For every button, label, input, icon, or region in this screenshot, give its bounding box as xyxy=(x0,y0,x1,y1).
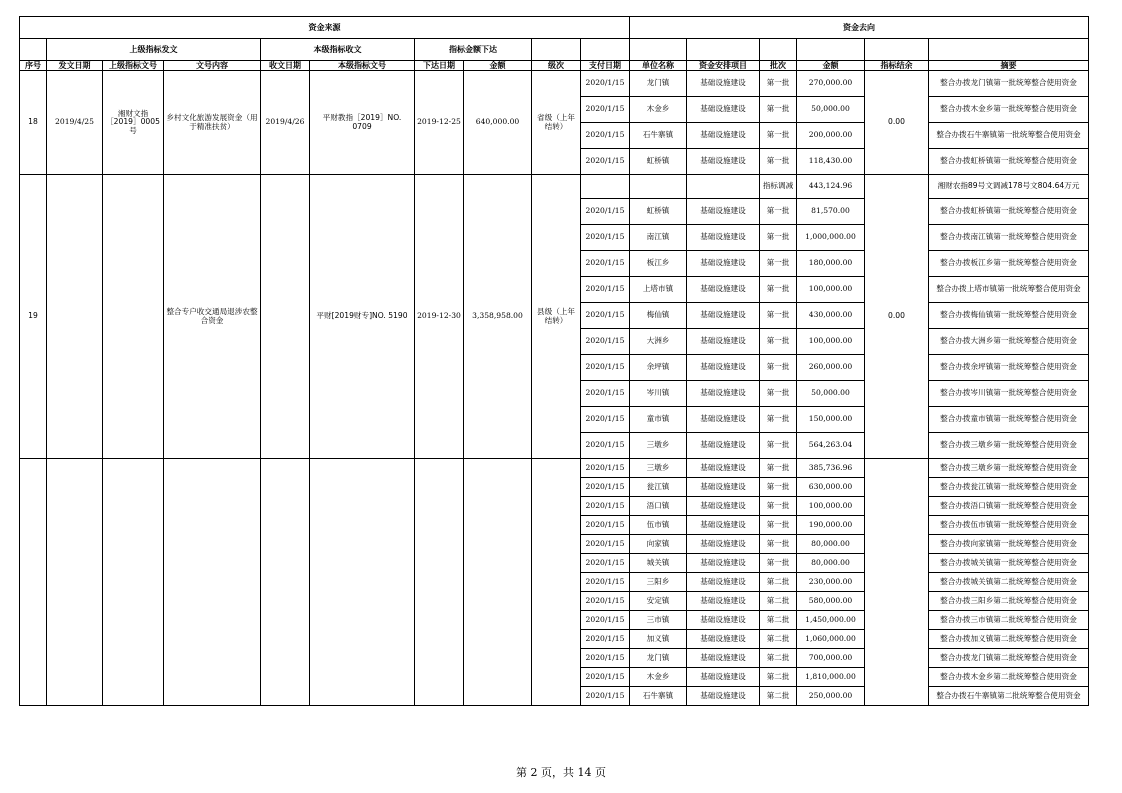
batch-cell: 第一批 xyxy=(760,381,797,407)
pay-amount-cell: 180,000.00 xyxy=(797,251,865,277)
unit-name-cell: 石牛寨镇 xyxy=(630,123,687,149)
pay-amount-cell: 630,000.00 xyxy=(797,478,865,497)
table-row xyxy=(20,175,1089,199)
batch-cell: 第二批 xyxy=(760,573,797,592)
project-cell: 基础设施建设 xyxy=(687,71,760,97)
summary-cell: 整合办拨加义镇第二批统筹整合使用资金 xyxy=(929,630,1089,649)
pay-amount-cell: 270,000.00 xyxy=(797,71,865,97)
header-row-2 xyxy=(20,39,1089,61)
project-cell: 基础设施建设 xyxy=(687,535,760,554)
unit-name-cell: 木金乡 xyxy=(630,668,687,687)
project-cell xyxy=(687,175,760,199)
summary-cell: 整合办拨虹桥镇第一批统筹整合使用资金 xyxy=(929,149,1089,175)
batch-cell: 第二批 xyxy=(760,649,797,668)
unit-name-cell: 上塔市镇 xyxy=(630,277,687,303)
pay-amount-cell: 100,000.00 xyxy=(797,329,865,355)
pay-date-cell: 2020/1/15 xyxy=(581,251,630,277)
pay-amount-cell: 80,000.00 xyxy=(797,535,865,554)
summary-cell: 整合办拨梅仙镇第一批统筹整合使用资金 xyxy=(929,303,1089,329)
pay-amount-cell: 430,000.00 xyxy=(797,303,865,329)
project-cell: 基础设施建设 xyxy=(687,649,760,668)
local-doc-no-cell: 平财教指［2019］NO. 0709 xyxy=(310,71,415,175)
project-cell: 基础设施建设 xyxy=(687,611,760,630)
pay-date-cell: 2020/1/15 xyxy=(581,149,630,175)
source-amount-cell: 3,358,958.00 xyxy=(464,175,532,459)
header-row-3 xyxy=(20,61,1089,71)
pay-amount-cell: 100,000.00 xyxy=(797,497,865,516)
pay-date-cell: 2020/1/15 xyxy=(581,668,630,687)
pay-amount-cell: 1,060,000.00 xyxy=(797,630,865,649)
unit-name-cell: 虹桥镇 xyxy=(630,149,687,175)
col-seq: 序号 xyxy=(20,61,47,71)
project-cell: 基础设施建设 xyxy=(687,407,760,433)
batch-cell: 第一批 xyxy=(760,199,797,225)
destination-header: 资金去向 xyxy=(630,17,1089,39)
doc-content-cell xyxy=(164,459,261,706)
table-row xyxy=(20,459,1089,478)
unit-name-cell: 向家镇 xyxy=(630,535,687,554)
local-doc-header: 本级指标收文 xyxy=(261,39,415,61)
col-balance: 指标结余 xyxy=(865,61,929,71)
summary-cell: 整合办拨浯口镇第一批统筹整合使用资金 xyxy=(929,497,1089,516)
receive-date-cell: 2019/4/26 xyxy=(261,71,310,175)
col-issue-down-date: 下达日期 xyxy=(415,61,464,71)
pay-amount-cell: 443,124.96 xyxy=(797,175,865,199)
receive-date-cell xyxy=(261,175,310,459)
batch-cell: 第一批 xyxy=(760,516,797,535)
batch-cell: 第二批 xyxy=(760,687,797,706)
unit-name-cell: 三墩乡 xyxy=(630,459,687,478)
pay-date-cell: 2020/1/15 xyxy=(581,535,630,554)
batch-cell: 第二批 xyxy=(760,611,797,630)
pay-amount-cell: 118,430.00 xyxy=(797,149,865,175)
unit-name-cell: 岑川镇 xyxy=(630,381,687,407)
project-cell: 基础设施建设 xyxy=(687,592,760,611)
pay-date-cell: 2020/1/15 xyxy=(581,123,630,149)
batch-cell: 第一批 xyxy=(760,497,797,516)
seq-cell xyxy=(20,459,47,706)
col-summary: 摘要 xyxy=(929,61,1089,71)
pay-date-cell: 2020/1/15 xyxy=(581,407,630,433)
col-amount: 金额 xyxy=(464,61,532,71)
unit-name-cell: 木金乡 xyxy=(630,97,687,123)
pay-amount-cell: 230,000.00 xyxy=(797,573,865,592)
batch-cell: 第二批 xyxy=(760,592,797,611)
pay-date-cell: 2020/1/15 xyxy=(581,225,630,251)
summary-cell: 整合办拨上塔市镇第一批统筹整合使用资金 xyxy=(929,277,1089,303)
col-project: 资金安排项目 xyxy=(687,61,760,71)
unit-name-cell: 余坪镇 xyxy=(630,355,687,381)
summary-cell: 整合办拨石牛寨镇第二批统筹整合使用资金 xyxy=(929,687,1089,706)
batch-cell: 第一批 xyxy=(760,149,797,175)
project-cell: 基础设施建设 xyxy=(687,478,760,497)
pay-date-cell: 2020/1/15 xyxy=(581,554,630,573)
upper-doc-header: 上级指标发文 xyxy=(47,39,261,61)
issued-header: 指标金额下达 xyxy=(415,39,532,61)
pay-amount-cell: 81,570.00 xyxy=(797,199,865,225)
pay-amount-cell: 80,000.00 xyxy=(797,554,865,573)
project-cell: 基础设施建设 xyxy=(687,329,760,355)
project-cell: 基础设施建设 xyxy=(687,277,760,303)
pay-date-cell: 2020/1/15 xyxy=(581,630,630,649)
project-cell: 基础设施建设 xyxy=(687,433,760,459)
summary-cell: 整合办拨三墩乡第一批统筹整合使用资金 xyxy=(929,459,1089,478)
pay-date-cell: 2020/1/15 xyxy=(581,649,630,668)
project-cell: 基础设施建设 xyxy=(687,573,760,592)
receive-date-cell xyxy=(261,459,310,706)
batch-cell: 第一批 xyxy=(760,251,797,277)
level-cell xyxy=(532,459,581,706)
project-cell: 基础设施建设 xyxy=(687,554,760,573)
pay-date-cell: 2020/1/15 xyxy=(581,355,630,381)
batch-cell: 指标调减 xyxy=(760,175,797,199)
batch-cell: 第二批 xyxy=(760,668,797,687)
source-amount-cell: 640,000.00 xyxy=(464,71,532,175)
batch-cell: 第一批 xyxy=(760,407,797,433)
project-cell: 基础设施建设 xyxy=(687,459,760,478)
unit-name-cell: 三阳乡 xyxy=(630,573,687,592)
pay-amount-cell: 190,000.00 xyxy=(797,516,865,535)
pay-date-cell: 2020/1/15 xyxy=(581,71,630,97)
unit-name-cell: 童市镇 xyxy=(630,407,687,433)
batch-cell: 第一批 xyxy=(760,355,797,381)
project-cell: 基础设施建设 xyxy=(687,123,760,149)
project-cell: 基础设施建设 xyxy=(687,251,760,277)
pay-date-cell: 2020/1/15 xyxy=(581,199,630,225)
project-cell: 基础设施建设 xyxy=(687,199,760,225)
batch-cell: 第一批 xyxy=(760,71,797,97)
pay-amount-cell: 1,450,000.00 xyxy=(797,611,865,630)
unit-name-cell: 梅仙镇 xyxy=(630,303,687,329)
unit-name-cell: 瓮江镇 xyxy=(630,478,687,497)
issue-down-date-cell: 2019-12-30 xyxy=(415,175,464,459)
source-header: 资金来源 xyxy=(20,17,630,39)
summary-cell: 整合办拨童市镇第一批统筹整合使用资金 xyxy=(929,407,1089,433)
col-pay-amount: 金额 xyxy=(797,61,865,71)
local-doc-no-cell: 平财[2019财专]NO. 5190 xyxy=(310,175,415,459)
pay-amount-cell: 564,263.04 xyxy=(797,433,865,459)
pay-date-cell: 2020/1/15 xyxy=(581,687,630,706)
summary-cell: 整合办拨木金乡第一批统筹整合使用资金 xyxy=(929,97,1089,123)
unit-name-cell: 龙门镇 xyxy=(630,649,687,668)
pay-amount-cell: 100,000.00 xyxy=(797,277,865,303)
project-cell: 基础设施建设 xyxy=(687,225,760,251)
pay-date-cell: 2020/1/15 xyxy=(581,478,630,497)
pay-amount-cell: 700,000.00 xyxy=(797,649,865,668)
batch-cell: 第二批 xyxy=(760,630,797,649)
pay-amount-cell: 150,000.00 xyxy=(797,407,865,433)
summary-cell: 整合办拨龙门镇第一批统筹整合使用资金 xyxy=(929,71,1089,97)
batch-cell: 第一批 xyxy=(760,459,797,478)
summary-cell: 整合办拨三墩乡第一批统筹整合使用资金 xyxy=(929,433,1089,459)
source-amount-cell xyxy=(464,459,532,706)
batch-cell: 第一批 xyxy=(760,554,797,573)
col-batch: 批次 xyxy=(760,61,797,71)
level-cell: 县级（上年结转） xyxy=(532,175,581,459)
pay-date-cell xyxy=(581,175,630,199)
unit-name-cell: 伍市镇 xyxy=(630,516,687,535)
project-cell: 基础设施建设 xyxy=(687,97,760,123)
summary-cell: 整合办拨向家镇第一批统筹整合使用资金 xyxy=(929,535,1089,554)
issue-down-date-cell xyxy=(415,459,464,706)
summary-cell: 整合办拨石牛寨镇第一批统筹整合使用资金 xyxy=(929,123,1089,149)
upper-doc-no-cell xyxy=(103,459,164,706)
ledger-body xyxy=(20,71,1089,706)
project-cell: 基础设施建设 xyxy=(687,687,760,706)
batch-cell: 第一批 xyxy=(760,433,797,459)
pay-date-cell: 2020/1/15 xyxy=(581,277,630,303)
summary-cell: 整合办拨南江镇第一批统筹整合使用资金 xyxy=(929,225,1089,251)
col-doc-content: 文号内容 xyxy=(164,61,261,71)
batch-cell: 第一批 xyxy=(760,303,797,329)
pay-date-cell: 2020/1/15 xyxy=(581,497,630,516)
seq-cell: 18 xyxy=(20,71,47,175)
project-cell: 基础设施建设 xyxy=(687,497,760,516)
project-cell: 基础设施建设 xyxy=(687,381,760,407)
local-doc-no-cell xyxy=(310,459,415,706)
summary-cell: 整合办拨三市镇第二批统筹整合使用资金 xyxy=(929,611,1089,630)
pay-amount-cell: 385,736.96 xyxy=(797,459,865,478)
batch-cell: 第一批 xyxy=(760,478,797,497)
summary-cell: 整合办拨余坪镇第一批统筹整合使用资金 xyxy=(929,355,1089,381)
pay-amount-cell: 260,000.00 xyxy=(797,355,865,381)
issue-date-cell xyxy=(47,175,103,459)
summary-cell: 整合办拨伍市镇第一批统筹整合使用资金 xyxy=(929,516,1089,535)
pay-amount-cell: 1,810,000.00 xyxy=(797,668,865,687)
pay-date-cell: 2020/1/15 xyxy=(581,433,630,459)
summary-cell: 整合办拨龙门镇第二批统筹整合使用资金 xyxy=(929,649,1089,668)
seq-cell: 19 xyxy=(20,175,47,459)
unit-name-cell: 板江乡 xyxy=(630,251,687,277)
unit-name-cell: 城关镇 xyxy=(630,554,687,573)
project-cell: 基础设施建设 xyxy=(687,355,760,381)
summary-cell: 湘财农指89号文调减178号文804.64万元 xyxy=(929,175,1089,199)
pay-amount-cell: 50,000.00 xyxy=(797,97,865,123)
summary-cell: 整合办拨大洲乡第一批统筹整合使用资金 xyxy=(929,329,1089,355)
unit-name-cell: 三墩乡 xyxy=(630,433,687,459)
unit-name-cell: 加义镇 xyxy=(630,630,687,649)
pay-date-cell: 2020/1/15 xyxy=(581,592,630,611)
table-row xyxy=(20,71,1089,97)
upper-doc-no-cell: 湘财文指［2019］0005号 xyxy=(103,71,164,175)
pay-date-cell: 2020/1/15 xyxy=(581,459,630,478)
col-local-doc-no: 本级指标文号 xyxy=(310,61,415,71)
summary-cell: 整合办拨三阳乡第二批统筹整合使用资金 xyxy=(929,592,1089,611)
project-cell: 基础设施建设 xyxy=(687,149,760,175)
doc-content-cell: 乡村文化旅游发展资金（用于精准扶贫） xyxy=(164,71,261,175)
balance-cell: 0.00 xyxy=(865,71,929,175)
unit-name-cell: 南江镇 xyxy=(630,225,687,251)
pay-date-cell: 2020/1/15 xyxy=(581,303,630,329)
col-issue-date: 发文日期 xyxy=(47,61,103,71)
pay-date-cell: 2020/1/15 xyxy=(581,97,630,123)
summary-cell: 整合办拨瓮江镇第一批统筹整合使用资金 xyxy=(929,478,1089,497)
pay-date-cell: 2020/1/15 xyxy=(581,573,630,592)
fund-ledger-table xyxy=(19,16,1089,706)
batch-cell: 第一批 xyxy=(760,329,797,355)
project-cell: 基础设施建设 xyxy=(687,303,760,329)
summary-cell: 整合办拨城关镇第二批统筹整合使用资金 xyxy=(929,573,1089,592)
batch-cell: 第一批 xyxy=(760,97,797,123)
pay-amount-cell: 50,000.00 xyxy=(797,381,865,407)
unit-name-cell: 龙门镇 xyxy=(630,71,687,97)
balance-cell: 0.00 xyxy=(865,175,929,459)
level-cell: 省级（上年结转） xyxy=(532,71,581,175)
col-receive-date: 收文日期 xyxy=(261,61,310,71)
col-pay-date: 支付日期 xyxy=(581,61,630,71)
issue-date-cell xyxy=(47,459,103,706)
project-cell: 基础设施建设 xyxy=(687,516,760,535)
unit-name-cell: 三市镇 xyxy=(630,611,687,630)
unit-name-cell xyxy=(630,175,687,199)
col-upper-doc-no: 上级指标文号 xyxy=(103,61,164,71)
upper-doc-no-cell xyxy=(103,175,164,459)
summary-cell: 整合办拨城关镇第一批统筹整合使用资金 xyxy=(929,554,1089,573)
batch-cell: 第一批 xyxy=(760,123,797,149)
summary-cell: 整合办拨板江乡第一批统筹整合使用资金 xyxy=(929,251,1089,277)
doc-content-cell: 整合专户收交通局退涉农整合资金 xyxy=(164,175,261,459)
balance-cell xyxy=(865,459,929,706)
col-unit-name: 单位名称 xyxy=(630,61,687,71)
summary-cell: 整合办拨木金乡第二批统筹整合使用资金 xyxy=(929,668,1089,687)
issue-down-date-cell: 2019-12-25 xyxy=(415,71,464,175)
unit-name-cell: 石牛寨镇 xyxy=(630,687,687,706)
issue-date-cell: 2019/4/25 xyxy=(47,71,103,175)
pay-amount-cell: 200,000.00 xyxy=(797,123,865,149)
pay-date-cell: 2020/1/15 xyxy=(581,329,630,355)
project-cell: 基础设施建设 xyxy=(687,668,760,687)
pay-amount-cell: 250,000.00 xyxy=(797,687,865,706)
unit-name-cell: 安定镇 xyxy=(630,592,687,611)
col-level: 级次 xyxy=(532,61,581,71)
page-footer: 第 2 页，共 14 页 xyxy=(516,766,606,779)
pay-date-cell: 2020/1/15 xyxy=(581,611,630,630)
summary-cell: 整合办拨岑川镇第一批统筹整合使用资金 xyxy=(929,381,1089,407)
header-row-1 xyxy=(20,17,1089,39)
pay-amount-cell: 1,000,000.00 xyxy=(797,225,865,251)
pay-date-cell: 2020/1/15 xyxy=(581,516,630,535)
pay-amount-cell: 580,000.00 xyxy=(797,592,865,611)
batch-cell: 第一批 xyxy=(760,535,797,554)
unit-name-cell: 大洲乡 xyxy=(630,329,687,355)
summary-cell: 整合办拨虹桥镇第一批统筹整合使用资金 xyxy=(929,199,1089,225)
pay-date-cell: 2020/1/15 xyxy=(581,381,630,407)
batch-cell: 第一批 xyxy=(760,225,797,251)
unit-name-cell: 浯口镇 xyxy=(630,497,687,516)
batch-cell: 第一批 xyxy=(760,277,797,303)
unit-name-cell: 虹桥镇 xyxy=(630,199,687,225)
project-cell: 基础设施建设 xyxy=(687,630,760,649)
